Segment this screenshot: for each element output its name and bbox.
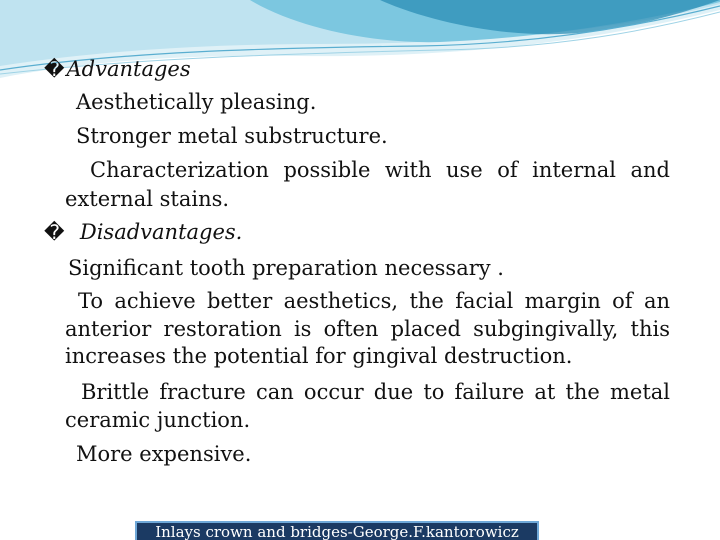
disadvantage-item-continued: ceramic junction. [65, 408, 251, 432]
advantage-item: Stronger metal substructure. [76, 124, 388, 148]
box-bullet-icon: � [44, 220, 65, 244]
disadvantage-item: Brittle fracture can occur due to failure at the metal [81, 380, 670, 404]
advantage-item: Aesthetically pleasing. [76, 90, 317, 114]
advantage-item-continued: external stains. [65, 187, 230, 211]
disadvantage-item-continued: anterior restoration is often placed subgingivally, this [65, 317, 670, 341]
advantages-heading: �Advantages [44, 57, 191, 81]
box-bullet-icon: � [44, 57, 65, 81]
disadvantage-item: Significant tooth preparation necessary . [68, 256, 504, 280]
footer-citation: Inlays crown and bridges-George.F.kantorowicz [135, 521, 539, 540]
disadvantage-item: More expensive. [76, 442, 252, 466]
disadvantage-item: To achieve better aesthetics, the facial margin of an [78, 289, 670, 313]
disadvantages-heading: � Disadvantages. [44, 220, 243, 244]
disadvantage-item-continued: increases the potential for gingival destruction. [65, 344, 573, 368]
advantage-item: Characterization possible with use of internal and [90, 158, 670, 182]
